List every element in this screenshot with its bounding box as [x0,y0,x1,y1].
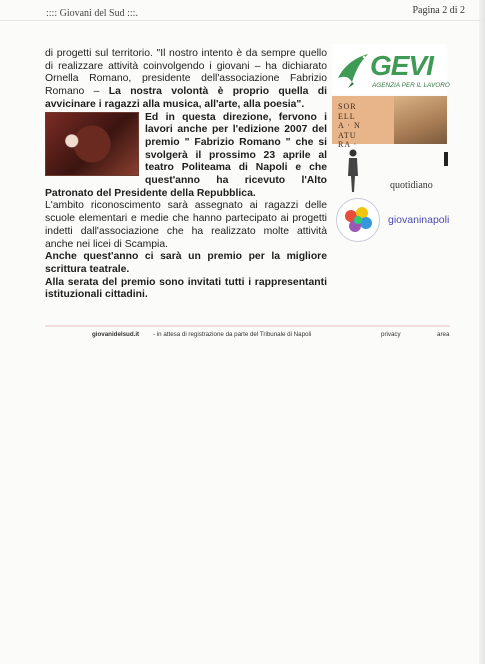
gevi-banner[interactable] [332,44,450,94]
sorella-line: RA · [338,140,358,150]
footer-area-link[interactable]: area [437,331,450,338]
footer-divider [45,325,450,327]
article-body [45,48,327,302]
giovaninapoli-banner[interactable] [336,196,454,242]
paragraph-scrittura [45,251,327,276]
sorella-line: ELL [338,111,356,121]
gevi-logo-text: GEVI [370,50,433,81]
paragraph-premio-text: Ed in questa direzione, fervono i lavori anche per l'edizione 2007 del premio " Fabrizio Romano " che si svolgerà il prossimo 23 aprile al teatro Politeama di Napoli e che quest'anno ha ricevuto l'Alto Patronato del Presidente della Repubblica. [45,111,327,199]
colored-circles-icon [337,199,379,241]
paragraph-riconoscimento: L'ambito riconoscimento sarà assegnato ai ragazzi delle scuole elementari e medie che hanno partecipato ai progetti indetti dall'associazione che ha realizzato molte attività anche nei licei di Scampia. [45,200,327,250]
gevi-tagline: AGENZIA PER IL LAVORO [372,82,450,89]
site-title: :::: Giovani del Sud :::. [46,8,138,19]
hummingbird-icon [334,48,370,88]
footer-site-link[interactable]: giovanidelsud.it [92,331,140,338]
sorella-line: A · N [338,121,361,131]
sorella-line: SOR [338,102,357,111]
footer-privacy-link[interactable]: privacy [381,331,401,338]
quotidiano-label: quotidiano [390,180,433,191]
paragraph-serata-text: Alla serata del premio sono invitati tutti i rappresentanti istituzionali cittadini. [45,276,327,301]
giovaninapoli-logo [336,198,380,242]
paragraph-intro-text: di progetti sul territorio. "Il nostro intento è da sempre quello di realizzare attività coinvolgendo i giovani – ha dichiarato Ornella Romano, presidente dell'associazione Fabrizio Romano – [45,48,327,98]
sorella-natura-banner[interactable] [332,96,447,150]
quotidiano-banner[interactable] [334,146,452,192]
footer-registration-note: - in attesa di registrazione da parte del Tribunale di Napoli [153,331,312,338]
paragraph-serata [45,277,327,302]
sorella-painting [394,96,447,144]
page-number: Pagina 2 di 2 [412,5,465,16]
sorella-natura-text [338,102,361,150]
paragraph-intro [45,48,327,112]
quotidiano-mark [444,152,448,166]
person-icon [346,148,360,192]
giovaninapoli-label: giovaninapoli [388,214,450,226]
article-photo [45,112,139,176]
paragraph-premio [45,112,327,201]
paragraph-scrittura-text: Anche quest'anno ci sarà un premio per la migliore scrittura teatrale. [45,251,327,275]
scan-edge [479,0,485,664]
paragraph-intro-quote: La nostra volontà è proprio quella di avvicinare i ragazzi alla musica, all'arte, alla poesia". [45,86,327,110]
header-divider [0,20,485,21]
sorella-line: ATU [338,130,357,140]
